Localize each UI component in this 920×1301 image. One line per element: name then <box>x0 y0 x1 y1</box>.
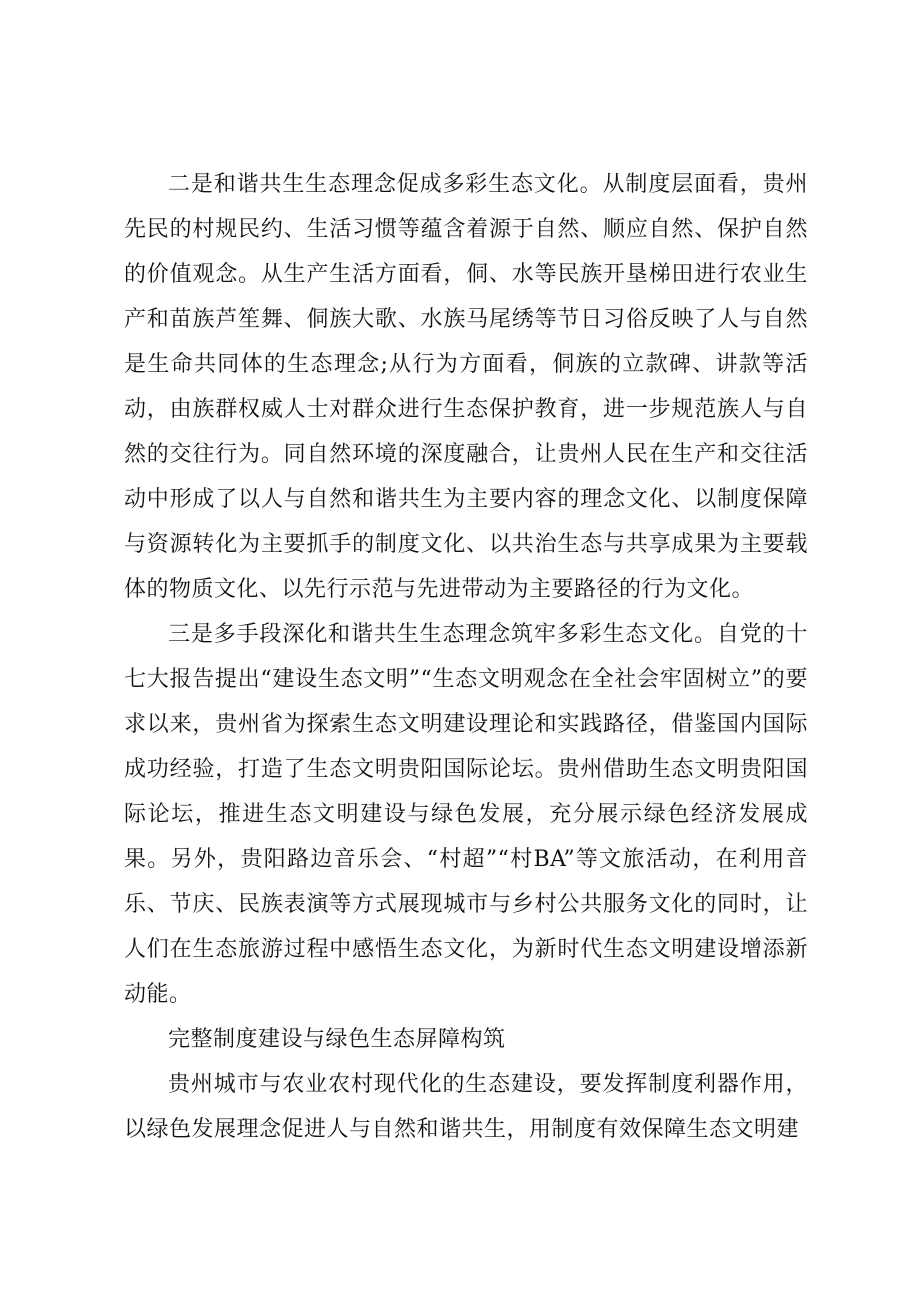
paragraph-institutional-construction: 贵州城市与农业农村现代化的生态建设，要发挥制度利器作用，以绿色发展理念促进人与自然和谐共生，用制度有效保障生态文明建 <box>124 1072 808 1142</box>
section-heading: 完整制度建设与绿色生态屏障构筑 <box>168 1027 506 1052</box>
document-body <box>124 162 808 1152</box>
paragraph-multiple-means: 三是多手段深化和谐共生生态理念筑牢多彩生态文化。自党的十七大报告提出“建设生态文明”“生态文明观念在全社会牢固树立”的要求以来，贵州省为探索生态文明建设理论和实践路径，借鉴国内国际成功经验，打造了生态文明贵阳国际论坛。贵州借助生态文明贵阳国际论坛，推进生态文明建设与绿色发展，充分展示绿色经济发展成果。另外，贵阳路边音乐会、“村超”“村BA”等文旅活动，在利用音乐、节庆、民族表演等方式展现城市与乡村公共服务文化的同时，让人们在生态旅游过程中感悟生态文化，为新时代生态文明建设增添新动能。 <box>124 622 808 1007</box>
paragraph-harmonious-coexistence: 二是和谐共生生态理念促成多彩生态文化。从制度层面看，贵州先民的村规民约、生活习惯等蕴含着源于自然、顺应自然、保护自然的价值观念。从生产生活方面看，侗、水等民族开垦梯田进行农业生产和苗族芦笙舞、侗族大歌、水族马尾绣等节日习俗反映了人与自然是生命共同体的生态理念;从行为方面看，侗族的立款碑、讲款等活动，由族群权威人士对群众进行生态保护教育，进一步规范族人与自然的交往行为。同自然环境的深度融合，让贵州人民在生产和交往活动中形成了以人与自然和谐共生为主要内容的理念文化、以制度保障与资源转化为主要抓手的制度文化、以共治生态与共享成果为主要载体的物质文化、以先行示范与先进带动为主要路径的行为文化。 <box>124 172 808 602</box>
